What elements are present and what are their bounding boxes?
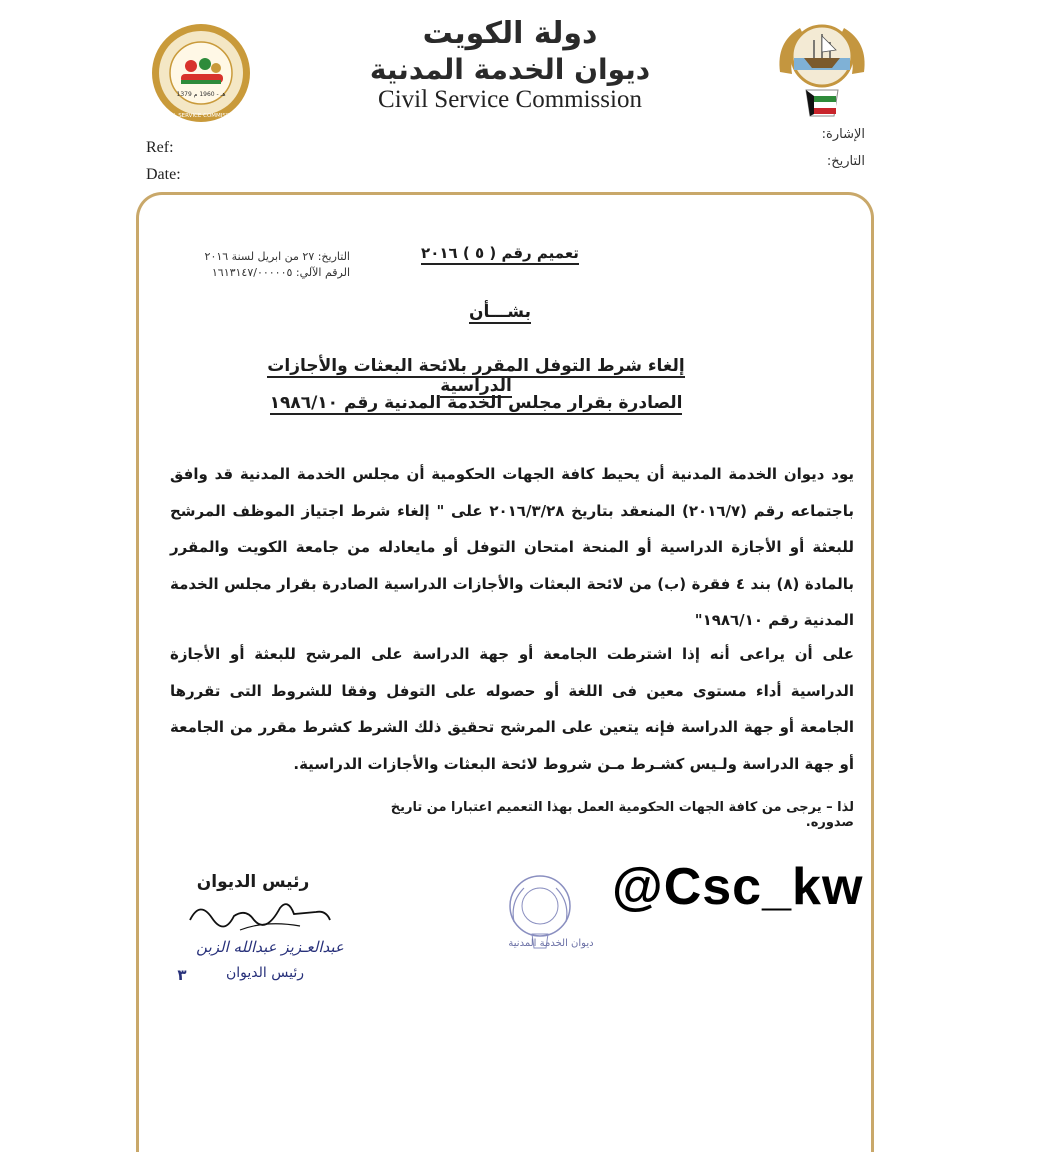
- csc-logo: [150, 22, 252, 124]
- signatory-name: عبدالعـزيز عبدالله الزبن: [196, 938, 344, 956]
- subject-label: بشـــأن: [468, 302, 531, 322]
- ref-label-ar: الإشارة:: [821, 127, 865, 142]
- signature-mark: ٣: [177, 966, 187, 984]
- ref-label-en: Ref:: [146, 139, 174, 156]
- svg-text:1379 هـ - 1960 م: 1379 هـ - 1960 م: [176, 91, 226, 98]
- subject-line-2: الصادرة بقرار مجلس الخدمة المدنية رقم ١٩٨٦/١٠: [269, 393, 683, 413]
- circular-date: التاريخ: ٢٧ من ابريل لسنة ٢٠١٦: [204, 250, 350, 263]
- date-label-ar: التاريخ:: [826, 154, 865, 169]
- subject-line-1: إلغاء شرط التوفل المقرر بلائحة البعثات والأجازات الدراسية: [267, 356, 685, 396]
- header-commission-en: Civil Service Commission: [378, 86, 642, 113]
- closing-line: لذا – يرجى من كافة الجهات الحكومية العمل بهذا التعميم اعتبارا من تاريخ صدوره.: [390, 800, 854, 830]
- body-paragraph-2: على أن يراعى أنه إذا اشترطت الجامعة أو جهة الدراسة على المرشح للبعثة أو الأجازة الدراسية أداء مستوى معين فى اللغة أو حصوله على التوفل وفقا للشروط التى تقررها الجامعة أو جهة الدراسة فإنه يتعين على المرشح تحقيق ذلك الشرط كشرط مقرر من الجامعة أو جهة الدراسة ولـيس كشـرط مـن شروط لائحة البعثات والأجازات الدراسية.: [170, 645, 854, 773]
- kuwait-emblem: [770, 12, 874, 118]
- signatory-role: رئيس الديوان: [226, 965, 304, 981]
- circular-title: تعميم رقم ( ٥ ) ٢٠١٦: [400, 244, 600, 262]
- body-paragraph-1: يود ديوان الخدمة المدنية أن يحيط كافة الجهات الحكومية أن مجلس الخدمة المدنية قد وافق باجتماعه رقم (٢٠١٦/٧) المنعقد بتاريخ ٢٠١٦/٣/٢٨ على " إلغاء شرط اجتياز الموظف المرشح للبعثة أو الأجازة الدراسية أو المنحة امتحان التوفل أو مايعادله من جامعة الكويت والمقرر بالمادة (٨) بند ٤ فقرة (ب) من لائحة البعثات والأجازات الدراسية الصادرة بقرار مجلس الخدمة المدنية رقم ١٩٨٦/١٠": [170, 465, 854, 629]
- date-label-en: Date:: [146, 166, 181, 183]
- circular-auto-number: الرقم الآلي: ١٦١٣١٤٧/٠٠٠٠٠٥: [211, 266, 350, 279]
- header-commission-ar: ديوان الخدمة المدنية: [369, 53, 651, 86]
- stamp-text: ديوان الخدمة المدنية: [508, 938, 594, 949]
- watermark-handle: @Csc_kw: [612, 858, 864, 916]
- svg-text:CIVIL SERVICE COMMISSION: CIVIL SERVICE COMMISSION: [162, 113, 240, 119]
- signature-title: رئيس الديوان: [196, 872, 310, 892]
- header-country: دولة الكويت: [422, 16, 598, 51]
- handwritten-signature: [170, 890, 340, 940]
